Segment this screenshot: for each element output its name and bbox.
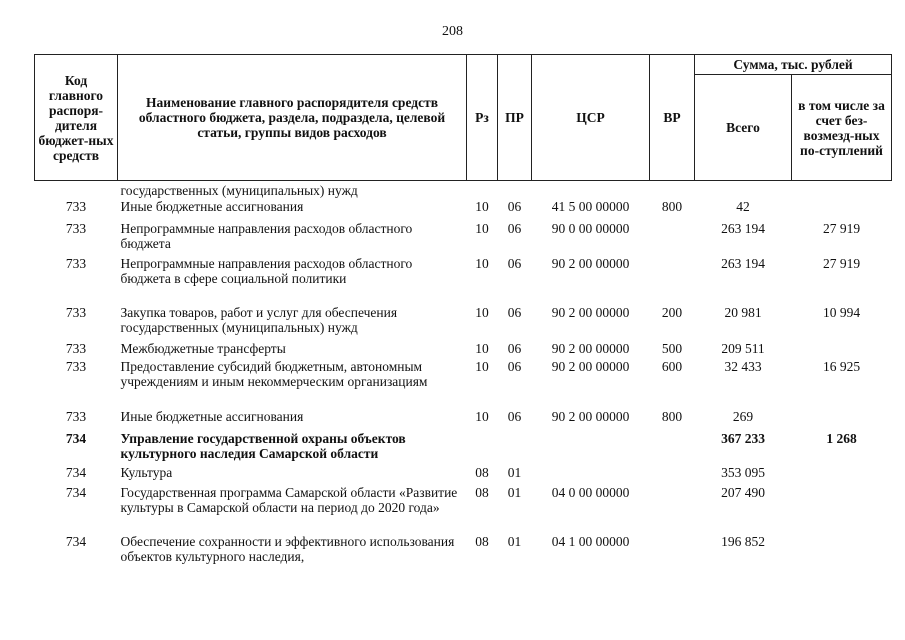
row-vr: 600 (661, 358, 683, 374)
row-total: 353 095 (721, 464, 765, 480)
row-code (35, 181, 118, 199)
row-rz: 08 (475, 484, 489, 500)
row-csr: 90 2 00 00000 (551, 255, 630, 271)
table-row (35, 199, 892, 221)
row-total: 263 194 (721, 255, 765, 271)
row-free: 27 919 (822, 220, 861, 236)
row-pr: 06 (507, 255, 522, 271)
row-csr: 90 2 00 00000 (551, 304, 630, 320)
row-csr: 04 1 00 00000 (551, 533, 630, 549)
row-name: Культура (120, 464, 173, 480)
table-row (35, 305, 892, 341)
row-pr: 06 (507, 220, 522, 236)
row-free (792, 409, 892, 431)
row-rz: 08 (475, 464, 489, 480)
row-name: Закупка товаров, работ и услуг для обеспечения государственных (муниципальных) нужд (120, 304, 398, 335)
table-row (35, 465, 892, 485)
row-total: 207 490 (721, 484, 765, 500)
row-pr: 06 (507, 340, 522, 356)
header-pr: ПР (498, 55, 532, 181)
row-name: Иные бюджетные ассигнования (120, 408, 304, 424)
row-csr: 90 0 00 00000 (551, 220, 630, 236)
row-free (792, 534, 892, 568)
table-row (35, 181, 892, 199)
row-pr: 01 (507, 484, 522, 500)
row-csr: 90 2 00 00000 (551, 408, 630, 424)
table-row (35, 341, 892, 359)
header-csr: ЦСР (532, 55, 650, 181)
row-free (792, 465, 892, 485)
header-total: Всего (695, 75, 792, 181)
row-free: 10 994 (822, 304, 861, 320)
row-csr: 41 5 00 00000 (551, 198, 630, 214)
row-csr: 90 2 00 00000 (551, 340, 630, 356)
row-name: Непрограммные направления расходов областного бюджета в сфере социальной политики (120, 255, 413, 286)
row-total: 269 (732, 408, 754, 424)
row-name: Управление государственной охраны объектов культурного наследия Самарской области (120, 430, 406, 461)
header-code: Код главного распоря-дителя бюджет-ных средств (35, 55, 118, 181)
row-rz: 10 (475, 358, 489, 374)
row-code: 734 (65, 430, 87, 446)
header-rz: Рз (467, 55, 498, 181)
row-code: 733 (65, 255, 87, 271)
row-csr (532, 431, 650, 465)
row-name: государственных (муниципальных) нужд (120, 183, 358, 198)
row-csr: 04 0 00 00000 (551, 484, 630, 500)
row-name: Предоставление субсидий бюджетным, автономным учреждениям и иным некоммерческим организациям (120, 358, 428, 389)
row-vr: 500 (661, 340, 683, 356)
row-csr (532, 181, 650, 199)
row-name: Межбюджетные трансферты (120, 340, 286, 356)
row-vr (650, 256, 695, 305)
row-csr (532, 465, 650, 485)
row-name: Государственная программа Самарской области «Развитие культуры в Самарской области на период до 2020 года» (120, 484, 458, 515)
row-total: 42 (736, 198, 750, 214)
table-body (35, 181, 892, 568)
row-code: 733 (65, 408, 87, 424)
row-code: 734 (65, 484, 87, 500)
row-vr (650, 534, 695, 568)
row-rz: 10 (475, 408, 489, 424)
row-rz: 08 (475, 533, 489, 549)
table-row (35, 256, 892, 305)
row-vr (650, 465, 695, 485)
row-pr: 01 (507, 533, 522, 549)
row-code: 733 (65, 304, 87, 320)
row-rz: 10 (475, 198, 489, 214)
row-pr: 06 (507, 304, 522, 320)
row-rz: 10 (475, 340, 489, 356)
row-total: 20 981 (724, 304, 762, 320)
row-rz: 10 (475, 220, 489, 236)
header-sum: Сумма, тыс. рублей (695, 55, 892, 75)
table-header-row (35, 55, 892, 75)
row-code: 733 (65, 340, 87, 356)
header-free: в том числе за счет без-возмезд-ных по-ступлений (792, 75, 892, 181)
row-vr: 200 (661, 304, 683, 320)
row-rz: 10 (475, 304, 489, 320)
row-rz (467, 431, 498, 465)
table-row (35, 534, 892, 568)
row-pr (498, 181, 532, 199)
row-pr: 06 (507, 198, 522, 214)
row-csr: 90 2 00 00000 (551, 358, 630, 374)
page-number: 208 (442, 24, 463, 39)
row-pr: 06 (507, 358, 522, 374)
row-rz: 10 (475, 255, 489, 271)
row-free (792, 485, 892, 534)
row-free: 1 268 (826, 430, 857, 446)
row-name: Непрограммные направления расходов областного бюджета (120, 220, 413, 251)
row-free (792, 341, 892, 359)
row-total: 196 852 (721, 533, 765, 549)
budget-table (34, 54, 892, 568)
row-name: Иные бюджетные ассигнования (120, 198, 304, 214)
row-code: 733 (65, 220, 87, 236)
table-row (35, 221, 892, 256)
row-code: 733 (65, 198, 87, 214)
table-row (35, 485, 892, 534)
row-pr: 01 (507, 464, 522, 480)
table-row (35, 409, 892, 431)
row-vr (650, 431, 695, 465)
row-code: 734 (65, 533, 87, 549)
row-pr: 06 (507, 408, 522, 424)
row-name: Обеспечение сохранности и эффективного использования объектов культурного наследия, (120, 533, 455, 564)
row-total: 209 511 (721, 340, 765, 356)
row-vr (650, 485, 695, 534)
header-vr: ВР (650, 55, 695, 181)
header-name: Наименование главного распорядителя средств областного бюджета, раздела, подраздела, целевой статьи, группы видов расходов (118, 55, 467, 181)
row-pr (498, 431, 532, 465)
table-row (35, 431, 892, 465)
row-free: 27 919 (822, 255, 861, 271)
row-free (792, 181, 892, 199)
row-total: 32 433 (724, 358, 762, 374)
row-rz (467, 181, 498, 199)
row-free: 16 925 (822, 358, 861, 374)
row-vr: 800 (661, 408, 683, 424)
row-total (695, 181, 792, 199)
row-free (792, 199, 892, 221)
row-vr (650, 221, 695, 256)
row-total: 367 233 (721, 430, 765, 446)
row-vr: 800 (661, 198, 683, 214)
row-vr (650, 181, 695, 199)
row-code: 733 (65, 358, 87, 374)
row-total: 263 194 (721, 220, 765, 236)
row-code: 734 (65, 464, 87, 480)
table-row (35, 359, 892, 409)
